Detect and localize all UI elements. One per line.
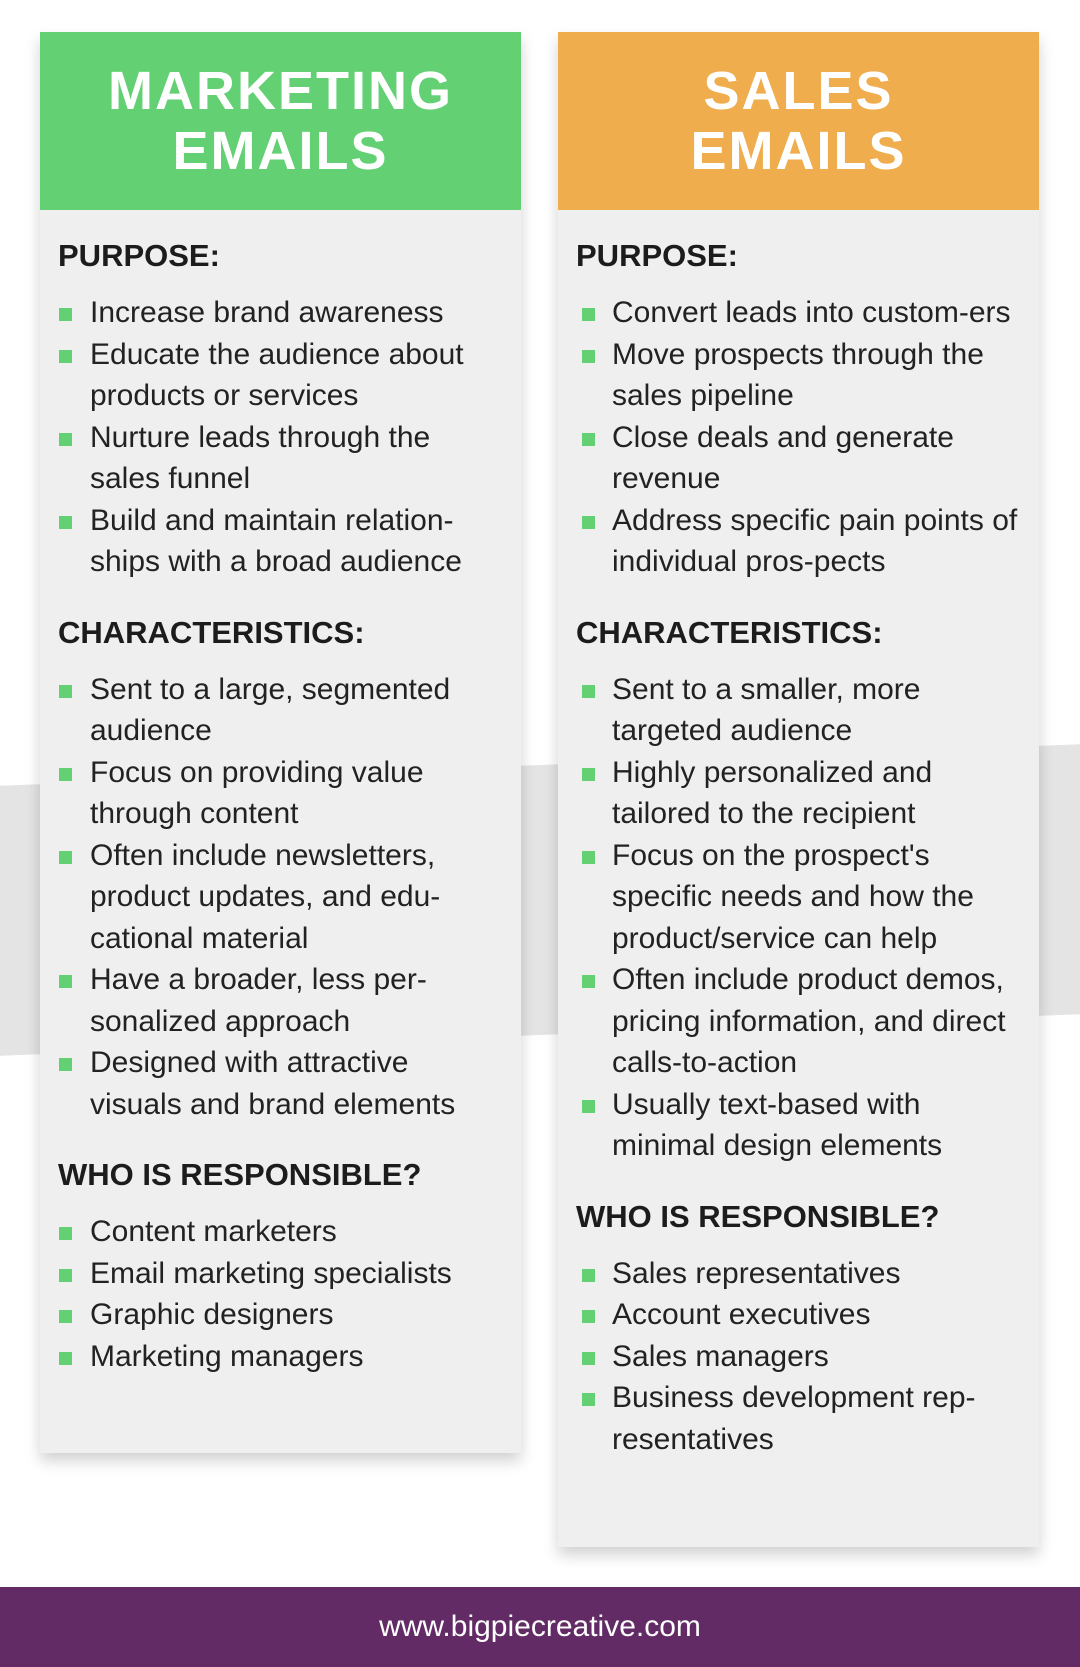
list-item: Sales managers — [576, 1336, 1019, 1378]
list-item: Highly personalized and tailored to the recipient — [576, 752, 1019, 835]
list-item: Email marketing specialists — [58, 1253, 501, 1295]
sales-header — [558, 32, 1039, 210]
list-item: Nurture leads through the sales funnel — [58, 417, 501, 500]
list-item: Business development rep-resentatives — [576, 1377, 1019, 1460]
list-item: Often include newsletters, product updates, and edu-cational material — [58, 835, 501, 960]
marketing-body — [40, 210, 521, 1377]
bullet-list — [58, 292, 501, 583]
list-item: Address specific pain points of individual pros-pects — [576, 500, 1019, 583]
footer-bar — [0, 1587, 1080, 1667]
section-title: WHO IS RESPONSIBLE? — [58, 1157, 422, 1192]
marketing-title-line1: MARKETING — [108, 61, 453, 121]
section-title: WHO IS RESPONSIBLE? — [576, 1198, 940, 1234]
sales-body — [558, 210, 1039, 1460]
list-item: Content marketers — [58, 1211, 501, 1253]
marketing-characteristics-section — [58, 613, 501, 1126]
section-title: CHARACTERISTICS: — [576, 614, 883, 650]
list-item: Sent to a smaller, more targeted audience — [576, 669, 1019, 752]
list-item: Build and maintain relation-ships with a broad audience — [58, 500, 501, 583]
sales-purpose-section — [576, 236, 1019, 583]
list-item: Sales representatives — [576, 1253, 1019, 1295]
section-title: CHARACTERISTICS: — [58, 614, 365, 650]
list-item: Marketing managers — [58, 1336, 501, 1378]
marketing-title-line2: EMAILS — [172, 121, 389, 181]
list-item: Designed with attractive visuals and brand elements — [58, 1042, 501, 1125]
website-link[interactable]: www.bigpiecreative.com — [379, 1610, 701, 1643]
marketing-emails-column — [40, 32, 521, 1453]
list-item: Account executives — [576, 1294, 1019, 1336]
list-item: Increase brand awareness — [58, 292, 501, 334]
list-item: Focus on providing value through content — [58, 752, 501, 835]
sales-responsible-section — [576, 1197, 1019, 1461]
sales-emails-column — [558, 32, 1039, 1547]
bullet-list — [576, 1253, 1019, 1461]
section-title: PURPOSE: — [576, 238, 738, 273]
list-item: Often include product demos, pricing information, and direct calls-to-action — [576, 959, 1019, 1084]
bullet-list — [576, 669, 1019, 1167]
list-item: Focus on the prospect's specific needs and how the product/service can help — [576, 835, 1019, 960]
list-item: Convert leads into custom-ers — [576, 292, 1019, 334]
sales-characteristics-section — [576, 613, 1019, 1167]
sales-title-line2: EMAILS — [690, 121, 907, 181]
marketing-purpose-section — [58, 236, 501, 583]
list-item: Graphic designers — [58, 1294, 501, 1336]
list-item: Close deals and generate revenue — [576, 417, 1019, 500]
marketing-header — [40, 32, 521, 210]
list-item: Educate the audience about products or services — [58, 334, 501, 417]
section-title: PURPOSE: — [58, 238, 220, 273]
list-item: Usually text-based with minimal design elements — [576, 1084, 1019, 1167]
bullet-list — [576, 292, 1019, 583]
bullet-list — [58, 1211, 501, 1377]
list-item: Move prospects through the sales pipeline — [576, 334, 1019, 417]
list-item: Sent to a large, segmented audience — [58, 669, 501, 752]
sales-title-line1: SALES — [703, 61, 894, 121]
bullet-list — [58, 669, 501, 1126]
marketing-responsible-section — [58, 1155, 501, 1377]
list-item: Have a broader, less per-sonalized approach — [58, 959, 501, 1042]
